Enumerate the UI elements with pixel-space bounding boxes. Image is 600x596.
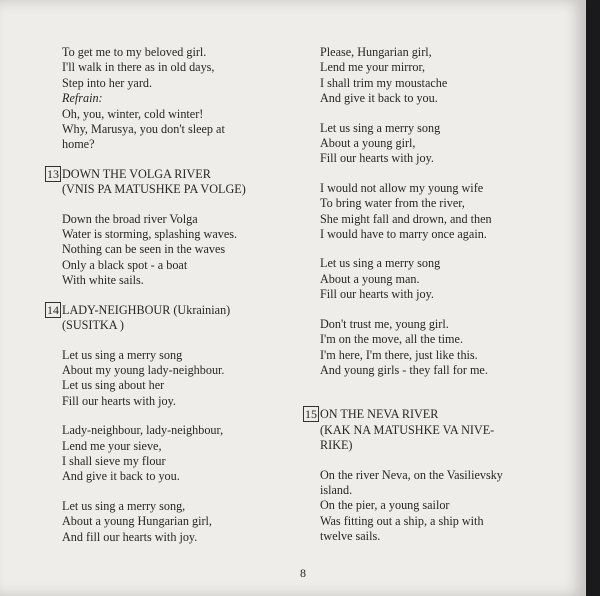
lyric-line: island. bbox=[320, 482, 353, 497]
stanza bbox=[320, 181, 552, 243]
lyric-line: And young girls - they fall for me. bbox=[320, 362, 488, 377]
lyric-line: Lady-neighbour, lady-neighbour, bbox=[62, 423, 224, 438]
stanza bbox=[320, 256, 552, 302]
lyric-line: Lend me your mirror, bbox=[320, 60, 426, 75]
song-heading bbox=[47, 166, 292, 198]
lyric-line: With white sails. bbox=[62, 273, 144, 288]
lyric-line: Nothing can be seen in the waves bbox=[62, 242, 226, 257]
lyric-line: To bring water from the river, bbox=[320, 196, 465, 211]
lyric-line: Was fitting out a ship, a ship with bbox=[320, 513, 484, 528]
stanza bbox=[62, 212, 292, 289]
stanza bbox=[320, 45, 552, 107]
stanza bbox=[62, 423, 292, 485]
refrain-label: Refrain: bbox=[62, 91, 103, 106]
lyric-line: Let us sing a merry song, bbox=[62, 498, 186, 513]
lyric-line: Only a black spot - a boat bbox=[62, 257, 188, 272]
lyric-line: On the pier, a young sailor bbox=[320, 498, 450, 513]
lyric-line: Oh, you, winter, cold winter! bbox=[62, 106, 204, 121]
lyric-line: Step into her yard. bbox=[62, 75, 153, 90]
lyric-line: Let us sing a merry song bbox=[320, 256, 441, 271]
lyric-line: I'm here, I'm there, just like this. bbox=[320, 347, 478, 362]
song-subtitle: (SUSITKA ) bbox=[62, 318, 124, 333]
stanza bbox=[320, 121, 552, 167]
page-number: 8 bbox=[300, 566, 306, 580]
lyric-line: Let us sing a merry song bbox=[320, 120, 441, 135]
song-number-box: 13 bbox=[47, 166, 59, 181]
song-heading bbox=[305, 407, 552, 453]
lyric-line: Why, Marusya, you don't sleep at bbox=[62, 122, 225, 137]
lyric-line: Don't trust me, young girl. bbox=[320, 316, 449, 331]
lyric-line: home? bbox=[62, 137, 95, 152]
lyric-line: About a young girl, bbox=[320, 136, 416, 151]
lyric-line: twelve sails. bbox=[320, 529, 381, 544]
lyric-line: Let us sing a merry song bbox=[62, 347, 183, 362]
lyric-line: Let us sing about her bbox=[62, 378, 165, 393]
lyric-line: Water is storming, splashing waves. bbox=[62, 227, 238, 242]
lyric-line: And give it back to you. bbox=[62, 469, 180, 484]
lyric-line: I would have to marry once again. bbox=[320, 227, 487, 242]
song-title: ON THE NEVA RIVER bbox=[320, 407, 439, 422]
lyric-line: I would not allow my young wife bbox=[320, 180, 484, 195]
lyric-line: Fill our hearts with joy. bbox=[62, 393, 176, 408]
lyric-line: To get me to my beloved girl. bbox=[62, 45, 207, 59]
song-number-box: 14 bbox=[47, 302, 59, 317]
lyric-line: Fill our hearts with joy. bbox=[320, 151, 434, 166]
song-subtitle: RIKE) bbox=[320, 438, 353, 453]
song-subtitle: (VNIS PA MATUSHKE PA VOLGE) bbox=[62, 182, 246, 197]
song-title: LADY-NEIGHBOUR (Ukrainian) bbox=[62, 302, 231, 317]
lyric-line: I shall sieve my flour bbox=[62, 453, 166, 468]
song-subtitle: (KAK NA MATUSHKE VA NIVE- bbox=[320, 422, 495, 437]
lyric-line: About my young lady-neighbour. bbox=[62, 362, 225, 377]
lyric-line: Down the broad river Volga bbox=[62, 211, 198, 226]
song-number-box: 15 bbox=[305, 407, 317, 422]
stanza bbox=[320, 468, 552, 545]
stanza bbox=[62, 499, 292, 545]
stanza bbox=[62, 45, 292, 153]
right-column bbox=[305, 45, 552, 559]
song-title: DOWN THE VOLGA RIVER bbox=[62, 166, 211, 181]
lyric-line: I'm on the move, all the time. bbox=[320, 332, 463, 347]
left-column bbox=[47, 45, 292, 559]
song-heading bbox=[47, 302, 292, 334]
lyric-line: About a young Hungarian girl, bbox=[62, 514, 212, 529]
lyric-line: I shall trim my moustache bbox=[320, 75, 448, 90]
lyric-line: Lend me your sieve, bbox=[62, 438, 162, 453]
lyric-line: And fill our hearts with joy. bbox=[62, 529, 198, 544]
lyric-line: She might fall and drown, and then bbox=[320, 211, 492, 226]
lyric-line: Please, Hungarian girl, bbox=[320, 45, 432, 59]
lyric-line: Fill our hearts with joy. bbox=[320, 287, 434, 302]
lyric-line: I'll walk in there as in old days, bbox=[62, 60, 215, 75]
lyric-line: On the river Neva, on the Vasilievsky bbox=[320, 467, 503, 482]
stanza bbox=[320, 317, 552, 379]
lyric-line: About a young man. bbox=[320, 271, 420, 286]
stanza bbox=[62, 348, 292, 410]
lyric-line: And give it back to you. bbox=[320, 91, 438, 106]
